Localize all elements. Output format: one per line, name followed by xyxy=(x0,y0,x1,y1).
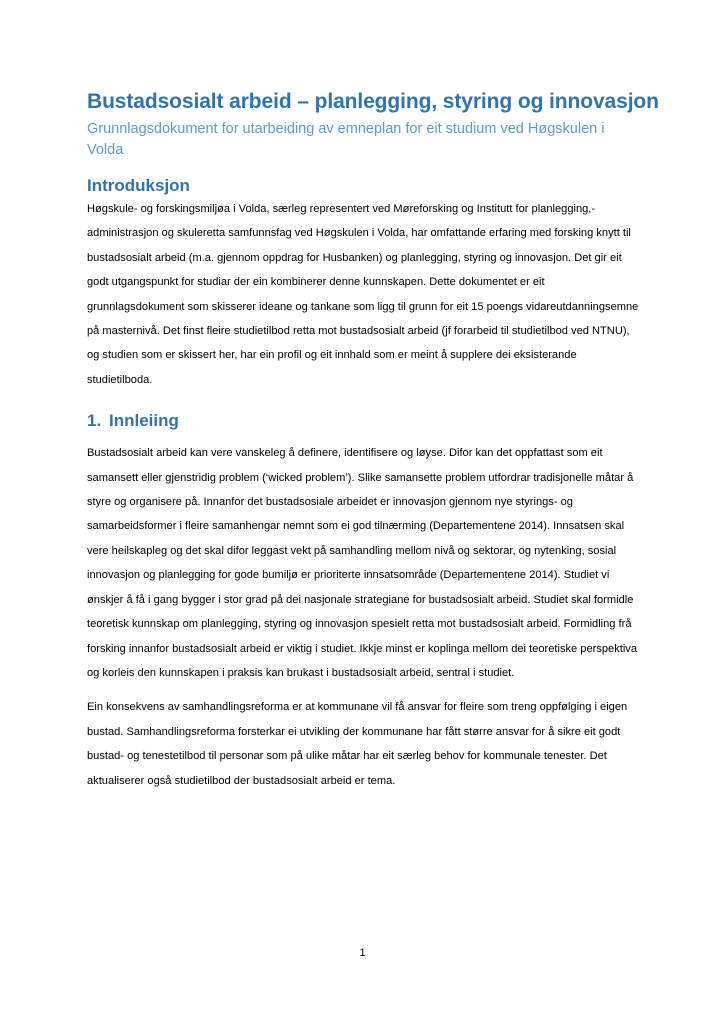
intro-heading: Introduksjon xyxy=(87,176,190,195)
document-title: Bustadsosialt arbeid – planlegging, styring og innovasjon xyxy=(87,90,659,113)
section-1-title: Innleiing xyxy=(109,411,179,431)
section-1-heading xyxy=(87,410,643,432)
intro-paragraph: Høgskule- og forskingsmiljøa i Volda, særleg representert ved Møreforsking og Institutt for planlegging,- administrasjon og skuleretta samfunnsfag ved Høgskulen i Volda, har omfattande erfaring med forsking knytt til bustadsosialt arbeid (m.a. gjennom oppdrag for Husbanken) og planlegging, styring og innovasjon. Det gir eit godt utgangspunkt for studiar der ein kombinerer denne kunnskapen. Dette dokumentet er eit grunnlagsdokument som skisserer ideane og tankane som ligg til grunn for eit 15 poengs vidareutdanningsemne på masternivå. Det finst fleire studietilbod retta mot bustadsosialt arbeid (jf forarbeid til studietilbod ved NTNU), og studien som er skissert her, har ein profil og eit innhald som er meint å supplere dei eksisterande studietilboda. xyxy=(87,203,639,386)
section-1-paragraph-1: Bustadsosialt arbeid kan vere vanskeleg å definere, identifisere og løyse. Difor kan det oppfattast som eit samansett eller gjenstridig problem (‘wicked problem’). Slike samansette problem utfordrar tradisjonelle måtar å styre og organisere på. Innanfor det bustadsosiale arbeidet er innovasjon gjennom nye styrings- og samarbeidsformer i fleire samanhengar nemnt som ei god tilnærming (Departementene 2014). Innsatsen skal vere heilskapleg og det skal difor leggast vekt på samhandling mellom nivå og sektorar, og nytenking, sosial innovasjon og planlegging for gode bumiljø er prioriterte innsatsområde (Departementene 2014). Studiet vi ønskjer å få i gang bygger i stor grad på dei nasjonale strategiane for bustadsosialt arbeid. Studiet skal formidle teoretisk kunnskap om planlegging, styring og innovasjon spesielt retta mot bustadsosialt arbeid. Formidling frå forsking innanfor bustadsosialt arbeid er viktig i studiet. Ikkje minst er koplinga mellom dei teoretiske perspektiva og korleis den kunnskapen i praksis kan brukast i bustadsosialt arbeid, sentral i studiet. xyxy=(87,447,638,679)
section-1-number: 1. xyxy=(87,411,102,431)
document-page xyxy=(87,88,659,793)
page-number: 1 xyxy=(359,947,366,959)
section-1-paragraph-2: Ein konsekvens av samhandlingsreforma er at kommunane vil få ansvar for fleire som treng oppfølging i eigen bustad. Samhandlingsreforma forsterkar ei utvikling der kommunane har fått større ansvar for å sikre eit godt bustad- og tenestetilbod til personar som på ulike måtar har eit særleg behov for kommunale tenester. Det aktualiserer også studietilbod der bustadsosialt arbeid er tema. xyxy=(87,701,628,787)
document-subtitle: Grunnlagsdokument for utarbeiding av emneplan for eit studium ved Høgskulen i Volda xyxy=(87,121,605,158)
